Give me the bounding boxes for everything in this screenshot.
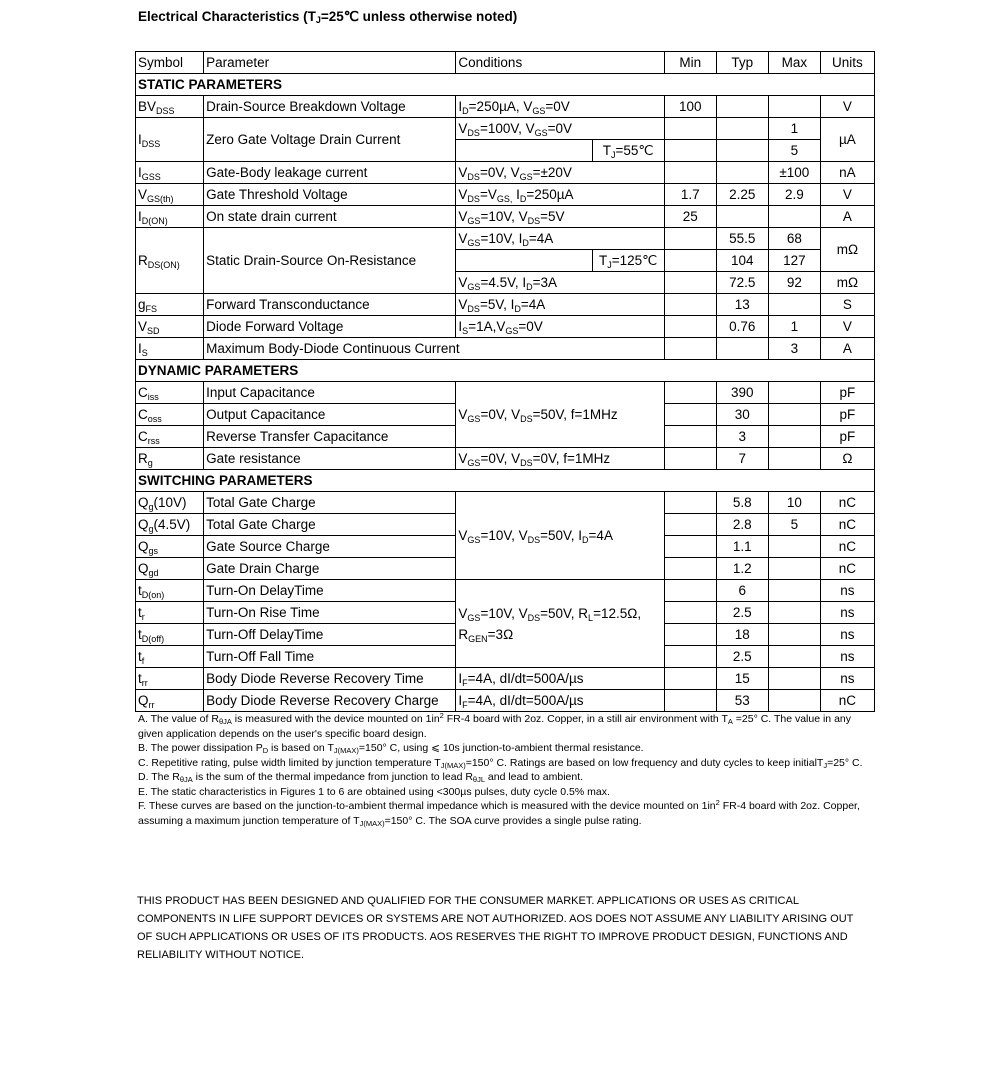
typ-cell: 55.5 (716, 228, 768, 250)
min-cell (664, 492, 716, 514)
parameter-cell: Maximum Body-Diode Continuous Current (204, 338, 665, 360)
units-cell: mΩ (820, 272, 874, 294)
table-row (136, 382, 875, 404)
parameter-cell: Output Capacitance (204, 404, 456, 426)
typ-cell (716, 140, 768, 162)
symbol-cell: $Q_{rr}$ (136, 690, 204, 712)
header-conditions: Conditions (456, 52, 664, 74)
symbol-cell: $C_{oss}$ (136, 404, 204, 426)
typ-cell: 15 (716, 668, 768, 690)
max-cell (768, 536, 820, 558)
units-cell: S (820, 294, 874, 316)
units-cell: nA (820, 162, 874, 184)
parameter-cell: Body Diode Reverse Recovery Charge (204, 690, 456, 712)
parameter-cell: Gate-Body leakage current (204, 162, 456, 184)
table-row (136, 338, 875, 360)
typ-cell (716, 206, 768, 228)
max-cell (768, 646, 820, 668)
units-cell: nC (820, 492, 874, 514)
symbol-cell: $t_f$ (136, 646, 204, 668)
symbol-cell: $C_{rss}$ (136, 426, 204, 448)
max-cell (768, 96, 820, 118)
symbol-cell: $V_{SD}$ (136, 316, 204, 338)
conditions-cell: $V_{GS}=10V$, $V_{DS}=50V$, $I_D=4A$ (456, 492, 664, 580)
max-cell (768, 404, 820, 426)
conditions-cell: $I_D=250\mu A$, $V_{GS}=0V$ (456, 96, 664, 118)
units-cell: V (820, 96, 874, 118)
units-cell: A (820, 338, 874, 360)
units-cell: nC (820, 514, 874, 536)
max-cell (768, 426, 820, 448)
min-cell (664, 426, 716, 448)
min-cell (664, 536, 716, 558)
typ-cell: 2.8 (716, 514, 768, 536)
symbol-cell: $t_r$ (136, 602, 204, 624)
min-cell (664, 228, 716, 250)
symbol-cell: $V_{GS(th)}$ (136, 184, 204, 206)
typ-cell (716, 338, 768, 360)
min-cell (664, 646, 716, 668)
min-cell (664, 316, 716, 338)
typ-cell: 1.2 (716, 558, 768, 580)
tj-condition-cell: $T_J=55℃$ (592, 140, 664, 162)
symbol-cell: $BV_{DSS}$ (136, 96, 204, 118)
conditions-cell: $V_{GS}=10V$, $I_D=4A$ (456, 228, 664, 250)
table-row (136, 96, 875, 118)
table-row (136, 580, 875, 602)
symbol-cell: $g_{FS}$ (136, 294, 204, 316)
symbol-cell: $t_{D(off)}$ (136, 624, 204, 646)
symbol-cell: $Q_{gd}$ (136, 558, 204, 580)
parameter-cell: Total Gate Charge (204, 492, 456, 514)
min-cell (664, 602, 716, 624)
min-cell: 100 (664, 96, 716, 118)
parameter-cell: Input Capacitance (204, 382, 456, 404)
conditions-cell: $V_{GS}=4.5V$, $I_D=3A$ (456, 272, 664, 294)
max-cell (768, 690, 820, 712)
table-row (136, 492, 875, 514)
units-cell: ns (820, 668, 874, 690)
units-cell: nC (820, 690, 874, 712)
conditions-cell: $V_{DS}=100V$, $V_{GS}=0V$ (456, 118, 664, 140)
units-cell: Ω (820, 448, 874, 470)
symbol-cell: $Q_g(10V)$ (136, 492, 204, 514)
symbol-cell: $Q_{gs}$ (136, 536, 204, 558)
units-cell: ns (820, 646, 874, 668)
symbol-cell: $R_{DS(ON)}$ (136, 228, 204, 294)
units-cell: pF (820, 426, 874, 448)
conditions-cell: $V_{DS}=V_{GS,}$ $I_D=250\mu A$ (456, 184, 664, 206)
min-cell (664, 668, 716, 690)
min-cell (664, 690, 716, 712)
conditions-cell: $V_{GS}=10V$, $V_{DS}=5V$ (456, 206, 664, 228)
max-cell (768, 668, 820, 690)
max-cell (768, 602, 820, 624)
header-parameter: Parameter (204, 52, 456, 74)
symbol-cell: $t_{rr}$ (136, 668, 204, 690)
max-cell (768, 580, 820, 602)
typ-cell: 2.25 (716, 184, 768, 206)
min-cell (664, 272, 716, 294)
typ-cell (716, 162, 768, 184)
units-cell: A (820, 206, 874, 228)
symbol-cell: $I_{GSS}$ (136, 162, 204, 184)
footnotes (138, 712, 863, 828)
typ-cell: 13 (716, 294, 768, 316)
note-c: C. Repetitive rating, pulse width limited by junction temperature $T_{J(MAX)}=150^\circ$ C. Ratings are based on low frequency and duty cycles to keep initialT$_J$=25° C. (138, 756, 863, 770)
units-cell: pF (820, 404, 874, 426)
parameter-cell: On state drain current (204, 206, 456, 228)
note-f: F. These curves are based on the junction-to-ambient thermal impedance which is measured with the device mounted on $1in^2$ FR-4 board with 2oz. Copper, assuming a maximum junction temperature of $T_{J(MAX)}=150^\circ$ C. The SOA curve provides a single pulse rating. (138, 798, 860, 828)
units-cell: V (820, 184, 874, 206)
symbol-cell: $Q_g(4.5V)$ (136, 514, 204, 536)
parameter-cell: Zero Gate Voltage Drain Current (204, 118, 456, 162)
min-cell: 1.7 (664, 184, 716, 206)
parameter-cell: Reverse Transfer Capacitance (204, 426, 456, 448)
table-row (136, 184, 875, 206)
max-cell (768, 558, 820, 580)
min-cell (664, 250, 716, 272)
min-cell (664, 558, 716, 580)
units-cell: mΩ (820, 228, 874, 272)
page-title: Electrical Characteristics ($T_J=25℃$ unless otherwise noted) (138, 9, 518, 25)
typ-cell (716, 118, 768, 140)
section-switching: SWITCHING PARAMETERS (136, 470, 875, 492)
min-cell (664, 624, 716, 646)
units-cell: V (820, 316, 874, 338)
parameter-cell: Drain-Source Breakdown Voltage (204, 96, 456, 118)
units-cell: ns (820, 602, 874, 624)
units-cell: pF (820, 382, 874, 404)
units-cell: ns (820, 624, 874, 646)
min-cell (664, 514, 716, 536)
max-cell: 3 (768, 338, 820, 360)
parameter-cell: Turn-Off Fall Time (204, 646, 456, 668)
table-row (136, 316, 875, 338)
header-units: Units (820, 52, 874, 74)
units-cell: nC (820, 558, 874, 580)
typ-cell: 0.76 (716, 316, 768, 338)
typ-cell: 2.5 (716, 646, 768, 668)
parameter-cell: Diode Forward Voltage (204, 316, 456, 338)
conditions-cell: $V_{GS}=0V$, $V_{DS}=50V$, f=1MHz (456, 382, 664, 448)
header-symbol: Symbol (136, 52, 204, 74)
conditions-cell: $I_S=1A,V_{GS}=0V$ (456, 316, 664, 338)
symbol-cell: $t_{D(on)}$ (136, 580, 204, 602)
parameter-cell: Turn-Off DelayTime (204, 624, 456, 646)
typ-cell: 18 (716, 624, 768, 646)
parameter-cell: Turn-On Rise Time (204, 602, 456, 624)
min-cell (664, 382, 716, 404)
max-cell: ±100 (768, 162, 820, 184)
typ-cell: 390 (716, 382, 768, 404)
max-cell (768, 206, 820, 228)
header-max: Max (768, 52, 820, 74)
units-cell: ns (820, 580, 874, 602)
parameter-cell: Turn-On DelayTime (204, 580, 456, 602)
conditions-cell: $V_{GS}=10V$, $V_{DS}=50V$, $R_L=12.5\Omega$, $R_{GEN}=3\Omega$ (456, 580, 664, 668)
min-cell (664, 404, 716, 426)
tj-condition-cell: $T_J=125℃$ (592, 250, 664, 272)
table-row (136, 162, 875, 184)
typ-cell: 53 (716, 690, 768, 712)
conditions-cell: $I_F=4A$, dI/dt=500A/µs (456, 668, 664, 690)
max-cell: 1 (768, 316, 820, 338)
table-row (136, 448, 875, 470)
typ-cell: 3 (716, 426, 768, 448)
typ-cell: 72.5 (716, 272, 768, 294)
max-cell: 10 (768, 492, 820, 514)
header-typ: Typ (716, 52, 768, 74)
min-cell (664, 580, 716, 602)
disclaimer: THIS PRODUCT HAS BEEN DESIGNED AND QUALIFIED FOR THE CONSUMER MARKET. APPLICATIONS OR USES AS CRITICAL COMPONENTS IN LIFE SUPPORT DEVICES OR SYSTEMS ARE NOT AUTHORIZED. AOS DOES NOT ASSUME ANY LIABILITY ARISING OUT OF SUCH APPLICATIONS OR USES OF ITS PRODUCTS. AOS RESERVES THE RIGHT TO IMPROVE PRODUCT DESIGN, FUNCTIONS AND RELIABILITY WITHOUT NOTICE. (137, 895, 854, 961)
min-cell (664, 140, 716, 162)
max-cell: 68 (768, 228, 820, 250)
units-cell: nC (820, 536, 874, 558)
parameter-cell: Gate Source Charge (204, 536, 456, 558)
typ-cell: 30 (716, 404, 768, 426)
max-cell: 92 (768, 272, 820, 294)
symbol-cell: $I_S$ (136, 338, 204, 360)
max-cell (768, 624, 820, 646)
parameter-cell: Total Gate Charge (204, 514, 456, 536)
note-e: E. The static characteristics in Figures 1 to 6 are obtained using <300µs pulses, duty cycle 0.5% max. (138, 785, 610, 798)
table-row (136, 228, 875, 250)
header-min: Min (664, 52, 716, 74)
note-a: A. The value of $R_{\theta JA}$ is measured with the device mounted on $1in^2$ FR-4 board with 2oz. Copper, in a still air environment with $T_A =25^\circ$ C. The value in any given application depends on the user's specific board design. (138, 711, 851, 740)
max-cell (768, 294, 820, 316)
table-row (136, 690, 875, 712)
typ-cell: 6 (716, 580, 768, 602)
electrical-characteristics-table (135, 51, 875, 712)
conditions-cell: $V_{DS}=0V$, $V_{GS}=\pm 20V$ (456, 162, 664, 184)
max-cell: 1 (768, 118, 820, 140)
parameter-cell: Forward Transconductance (204, 294, 456, 316)
min-cell (664, 448, 716, 470)
max-cell: 5 (768, 514, 820, 536)
max-cell: 2.9 (768, 184, 820, 206)
symbol-cell: $I_{D(ON)}$ (136, 206, 204, 228)
max-cell: 127 (768, 250, 820, 272)
note-b: B. The power dissipation $P_D$ is based on $T_{J(MAX)}=150^\circ$ C, using ⩽ 10s junction-to-ambient thermal resistance. (138, 742, 644, 755)
table-row (136, 118, 875, 140)
symbol-cell: $C_{iss}$ (136, 382, 204, 404)
symbol-cell: $R_g$ (136, 448, 204, 470)
symbol-cell: $I_{DSS}$ (136, 118, 204, 162)
parameter-cell: Gate Drain Charge (204, 558, 456, 580)
min-cell (664, 294, 716, 316)
conditions-cell: $V_{GS}=0V$, $V_{DS}=0V$, f=1MHz (456, 448, 664, 470)
section-static: STATIC PARAMETERS (136, 74, 875, 96)
min-cell (664, 162, 716, 184)
typ-cell: 104 (716, 250, 768, 272)
parameter-cell: Gate Threshold Voltage (204, 184, 456, 206)
min-cell (664, 118, 716, 140)
table-row (136, 668, 875, 690)
units-cell: µA (820, 118, 874, 162)
section-dynamic: DYNAMIC PARAMETERS (136, 360, 875, 382)
typ-cell: 1.1 (716, 536, 768, 558)
table-row (136, 206, 875, 228)
conditions-cell: $V_{DS}=5V$, $I_D=4A$ (456, 294, 664, 316)
note-d: D. The $R_{\theta JA}$ is the sum of the thermal impedance from junction to lead $R_{\theta JL}$ and lead to ambient. (138, 771, 584, 784)
parameter-cell: Static Drain-Source On-Resistance (204, 228, 456, 294)
typ-cell: 5.8 (716, 492, 768, 514)
max-cell: 5 (768, 140, 820, 162)
typ-cell: 7 (716, 448, 768, 470)
table-row (136, 294, 875, 316)
conditions-cell: $I_F=4A$, dI/dt=500A/µs (456, 690, 664, 712)
min-cell (664, 338, 716, 360)
typ-cell (716, 96, 768, 118)
header-row (136, 52, 875, 74)
typ-cell: 2.5 (716, 602, 768, 624)
parameter-cell: Body Diode Reverse Recovery Time (204, 668, 456, 690)
max-cell (768, 382, 820, 404)
parameter-cell: Gate resistance (204, 448, 456, 470)
max-cell (768, 448, 820, 470)
min-cell: 25 (664, 206, 716, 228)
